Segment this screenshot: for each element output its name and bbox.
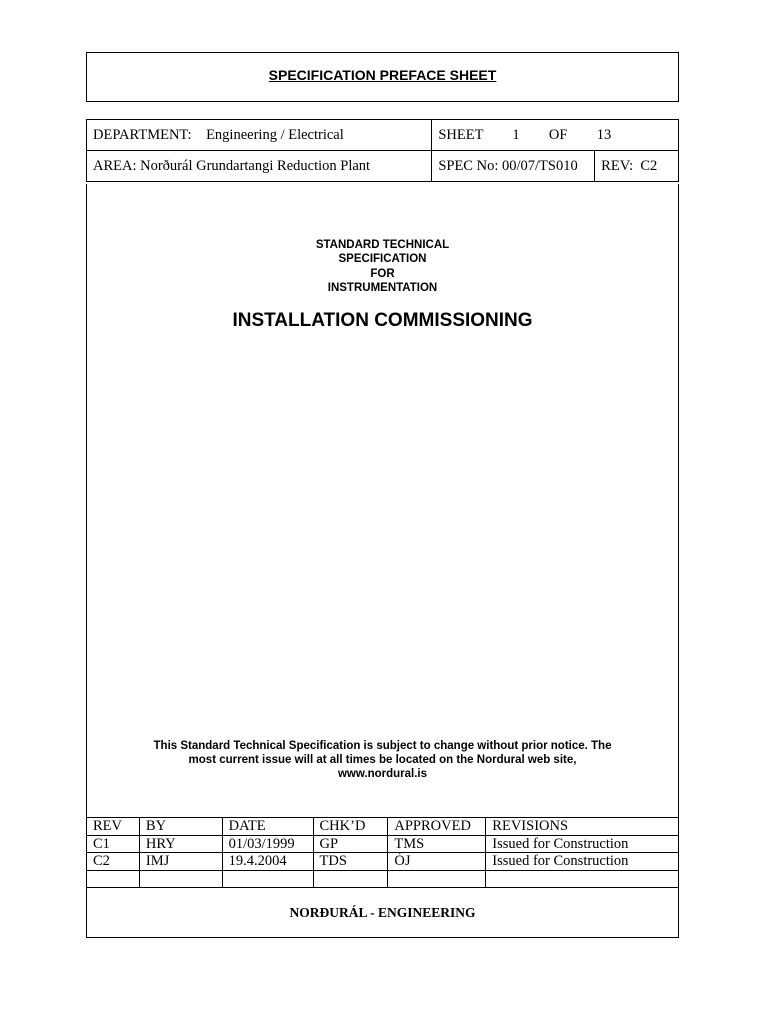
date-cell: 19.4.2004 (222, 853, 313, 871)
spec-no-cell: SPEC No: 00/07/TS010 (432, 151, 595, 182)
rev-cell: REV: C2 (595, 151, 679, 182)
footer-text: NORÐURÁL - ENGINEERING (289, 905, 476, 920)
revisions-cell (486, 870, 679, 888)
table-row (87, 835, 679, 853)
col-header-date: DATE (222, 818, 313, 836)
table-row (87, 853, 679, 871)
subtitle-line-1: STANDARD TECHNICAL (315, 239, 450, 251)
rev-cell (87, 870, 140, 888)
department-cell (87, 120, 432, 151)
chkd-cell (313, 870, 388, 888)
main-title: INSTALLATION COMMISSIONING (232, 310, 533, 331)
revision-table (86, 817, 679, 888)
subtitle-line-3: FOR (370, 268, 395, 280)
sheet-cell (432, 120, 679, 151)
approved-cell (388, 870, 486, 888)
col-header-by: BY (139, 818, 222, 836)
col-header-chkd: CHK’D (313, 818, 388, 836)
notice-line-2: most current issue will at all times be located on the Nordural web site, (188, 754, 577, 766)
department-label: DEPARTMENT: (93, 126, 192, 143)
sheet-of: OF (548, 126, 568, 143)
revision-header-row (87, 818, 679, 836)
chkd-cell: TDS (313, 853, 388, 871)
col-header-rev: REV (87, 818, 140, 836)
subtitle-line-4: INSTRUMENTATION (327, 282, 438, 294)
rev-cell: C2 (87, 853, 140, 871)
department-value: Engineering / Electrical (206, 126, 344, 143)
notice-line-1: This Standard Technical Specification is subject to change without prior notice. The (153, 740, 612, 752)
specification-body (86, 184, 679, 818)
revisions-cell: Issued for Construction (486, 835, 679, 853)
footer-box (86, 887, 679, 938)
date-cell (222, 870, 313, 888)
col-header-approved: APPROVED (388, 818, 486, 836)
approved-cell: ÓJ (388, 853, 486, 871)
document-title: SPECIFICATION PREFACE SHEET (268, 67, 497, 83)
date-cell: 01/03/1999 (222, 835, 313, 853)
approved-cell: TMS (388, 835, 486, 853)
subtitle-line-2: SPECIFICATION (338, 253, 427, 265)
sheet-total: 13 (596, 126, 612, 143)
header-table (86, 119, 679, 182)
revisions-cell: Issued for Construction (486, 853, 679, 871)
chkd-cell: GP (313, 835, 388, 853)
by-cell: IMJ (139, 853, 222, 871)
col-header-revisions: REVISIONS (486, 818, 679, 836)
sheet-label: SHEET (438, 126, 484, 143)
table-row (87, 870, 679, 888)
area-cell: AREA: Norðurál Grundartangi Reduction Plant (87, 151, 432, 182)
rev-cell: C1 (87, 835, 140, 853)
title-box (86, 52, 679, 102)
notice-website-link[interactable]: www.nordural.is (337, 768, 428, 780)
sheet-number: 1 (512, 126, 520, 143)
header-row-area (87, 151, 679, 182)
by-cell: HRY (139, 835, 222, 853)
header-row-department (87, 120, 679, 151)
by-cell (139, 870, 222, 888)
